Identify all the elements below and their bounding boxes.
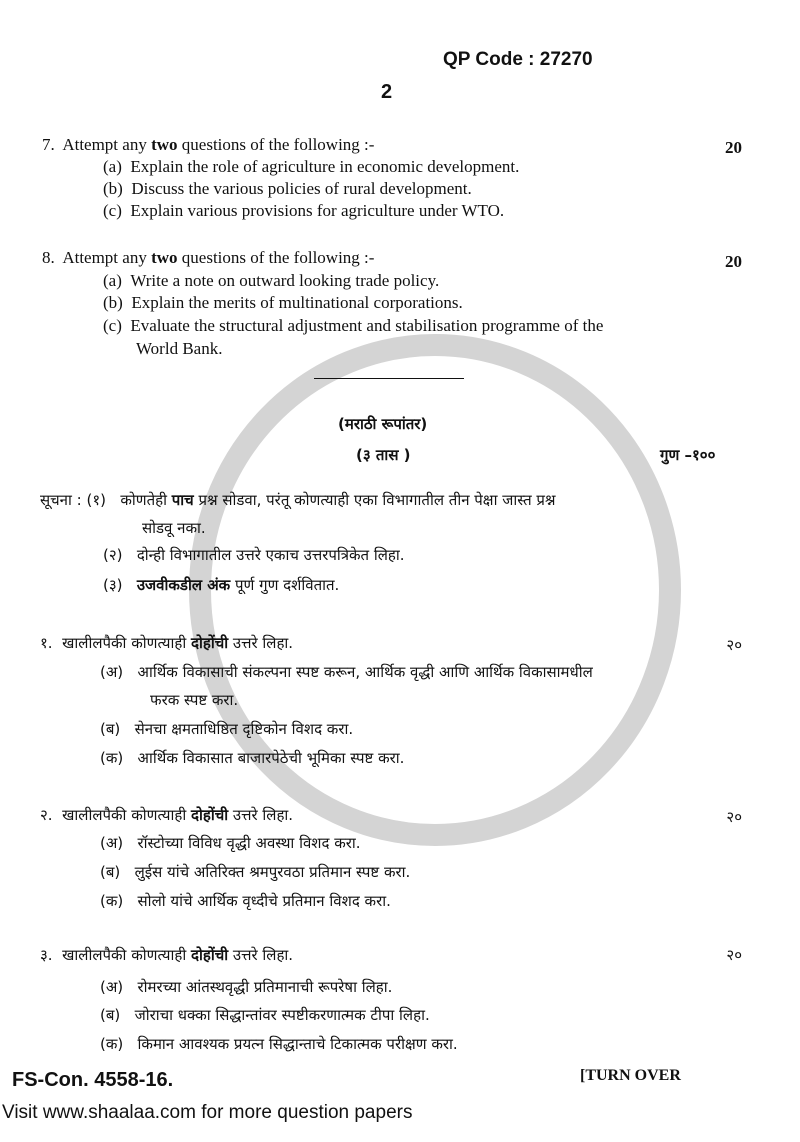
- m3-item-a: (अ) रोमरच्या आंतस्थवृद्धी प्रतिमानाची रूपरेषा लिहा.: [100, 978, 393, 996]
- question-8: 8. Attempt any two questions of the following :-: [42, 248, 375, 267]
- question-7: 7. Attempt any two questions of the following :-: [42, 135, 375, 154]
- m2-item-c: (क) सोलो यांचे आर्थिक वृध्दीचे प्रतिमान विशद करा.: [100, 892, 391, 910]
- marathi-question-1: १. खालीलपैकी कोणत्याही दोहोंची उत्तरे लिहा.: [40, 634, 294, 652]
- q8-item-c-cont: World Bank.: [136, 339, 223, 358]
- m2-item-a: (अ) रॉस्टोच्या विविध वृद्धी अवस्था विशद करा.: [100, 834, 361, 852]
- q7-item-c: (c) Explain various provisions for agriculture under WTO.: [103, 201, 505, 220]
- q8-item-a: (a) Write a note on outward looking trade policy.: [103, 271, 440, 290]
- q8-item-b: (b) Explain the merits of multinational corporations.: [103, 293, 463, 312]
- m1-item-a-cont: फरक स्पष्ट करा.: [150, 691, 239, 709]
- marathi-question-3: ३. खालीलपैकी कोणत्याही दोहोंची उत्तरे लिहा.: [40, 946, 294, 964]
- marks-q7: 20: [725, 138, 742, 157]
- duration: (३ तास ): [356, 446, 411, 464]
- q7-item-b: (b) Discuss the various policies of rural development.: [103, 179, 472, 198]
- visit-link[interactable]: Visit www.shaalaa.com for more question papers: [2, 1102, 413, 1123]
- m2-item-b: (ब) लुईस यांचे अतिरिक्त श्रमपुरवठा प्रतिमान स्पष्ट करा.: [100, 863, 411, 881]
- instruction-1: सूचना : (१) कोणतेही पाच प्रश्न सोडवा, परंतू कोणत्याही एका विभागातील तीन पेक्षा जास्त प्रश्न: [40, 491, 556, 509]
- page-number: 2: [381, 81, 393, 103]
- q8-item-c: (c) Evaluate the structural adjustment and stabilisation programme of the: [103, 316, 604, 335]
- instruction-2: (२) दोन्ही विभागातील उत्तरे एकाच उत्तरपत्रिकेत लिहा.: [103, 546, 405, 564]
- m1-item-a: (अ) आर्थिक विकासाची संकल्पना स्पष्ट करून, आर्थिक वृद्धी आणि आर्थिक विकासामधील: [100, 663, 593, 681]
- instruction-1-cont: सोडवू नका.: [142, 519, 206, 537]
- marathi-question-2: २. खालीलपैकी कोणत्याही दोहोंची उत्तरे लिहा.: [40, 806, 294, 824]
- turn-over: [TURN OVER: [580, 1067, 681, 1084]
- marks-q8: 20: [725, 252, 742, 271]
- paper-code: FS-Con. 4558-16.: [12, 1069, 174, 1091]
- m1-item-b: (ब) सेनचा क्षमताधिष्ठित दृष्टिकोन विशद करा.: [100, 720, 354, 738]
- marathi-title: (मराठी रूपांतर): [338, 415, 428, 433]
- total-marks: गुण –१००: [660, 446, 716, 464]
- instruction-3: (३) उजवीकडील अंक पूर्ण गुण दर्शवितात.: [103, 576, 340, 594]
- section-divider: [314, 378, 464, 379]
- m3-item-b: (ब) जोराचा धक्का सिद्धान्तांवर स्पष्टीकरणात्मक टीपा लिहा.: [100, 1006, 430, 1024]
- marks-m2: २०: [726, 808, 742, 826]
- marks-m3: २०: [726, 946, 742, 964]
- m1-item-c: (क) आर्थिक विकासात बाजारपेठेची भूमिका स्पष्ट करा.: [100, 749, 405, 767]
- m3-item-c: (क) किमान आवश्यक प्रयत्न सिद्धान्ताचे टिकात्मक परीक्षण करा.: [100, 1035, 458, 1053]
- qp-code: QP Code : 27270: [443, 49, 593, 70]
- q7-item-a: (a) Explain the role of agriculture in economic development.: [103, 157, 520, 176]
- marks-m1: २०: [726, 636, 742, 654]
